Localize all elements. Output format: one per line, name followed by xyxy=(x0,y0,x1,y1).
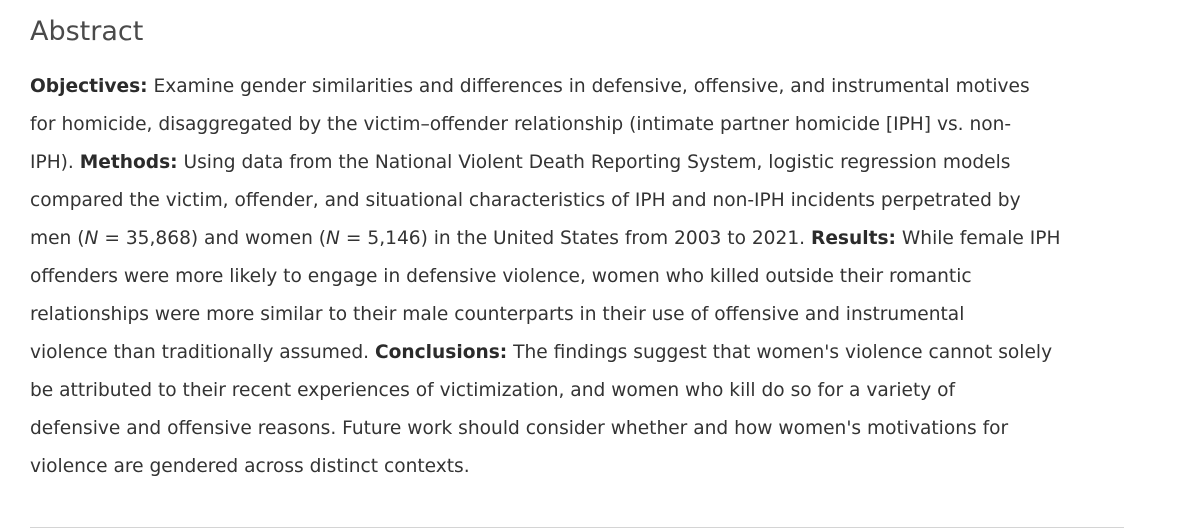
abstract-line xyxy=(30,182,1130,220)
abstract-line xyxy=(30,258,1130,296)
section-label: Conclusions: xyxy=(374,342,508,363)
abstract-body xyxy=(30,68,1130,486)
abstract-heading: Abstract xyxy=(30,16,144,47)
section-label: Methods: xyxy=(79,152,178,173)
section-label: Objectives: xyxy=(30,76,148,97)
abstract-line xyxy=(30,220,1130,258)
abstract-text: defensive and offensive reasons. Future work should consider whether and how women's motivations for xyxy=(30,418,1009,439)
abstract-text: relationships were more similar to their male counterparts in their use of offensive and instrumental xyxy=(30,304,965,325)
abstract-line xyxy=(30,448,1130,486)
abstract-text: IPH). xyxy=(30,152,80,173)
abstract-line xyxy=(30,144,1130,182)
abstract-line xyxy=(30,106,1130,144)
abstract-line xyxy=(30,68,1130,106)
abstract-text: for homicide, disaggregated by the victim–offender relationship (intimate partner homicide [IPH] vs. non- xyxy=(30,114,1012,135)
abstract-text: offenders were more likely to engage in defensive violence, women who killed outside their romantic xyxy=(30,266,972,287)
abstract-text: While female IPH xyxy=(896,228,1061,249)
abstract-text: The findings suggest that women's violence cannot solely xyxy=(507,342,1053,363)
abstract-line xyxy=(30,334,1130,372)
abstract-text: Using data from the National Violent Death Reporting System, logistic regression models xyxy=(177,152,1011,173)
section-label: Results: xyxy=(811,228,896,249)
abstract-line xyxy=(30,372,1130,410)
abstract-text: = 35,868) and women ( xyxy=(98,228,327,249)
italic-symbol: N xyxy=(326,228,340,249)
abstract-text: men ( xyxy=(30,228,85,249)
italic-symbol: N xyxy=(84,228,99,249)
abstract-line xyxy=(30,410,1130,448)
abstract-text: compared the victim, offender, and situational characteristics of IPH and non-IPH incidents perpetrated by xyxy=(30,190,1021,211)
abstract-line xyxy=(30,296,1130,334)
section-divider xyxy=(30,527,1124,528)
abstract-text: = 5,146) in the United States from 2003 to 2021. xyxy=(339,228,811,249)
abstract-text: Examine gender similarities and differences in defensive, offensive, and instrumental motives xyxy=(147,76,1030,97)
abstract-text: be attributed to their recent experiences of victimization, and women who kill do so for a variety of xyxy=(30,380,956,401)
abstract-text: violence are gendered across distinct contexts. xyxy=(30,456,470,477)
abstract-text: violence than traditionally assumed. xyxy=(30,342,375,363)
